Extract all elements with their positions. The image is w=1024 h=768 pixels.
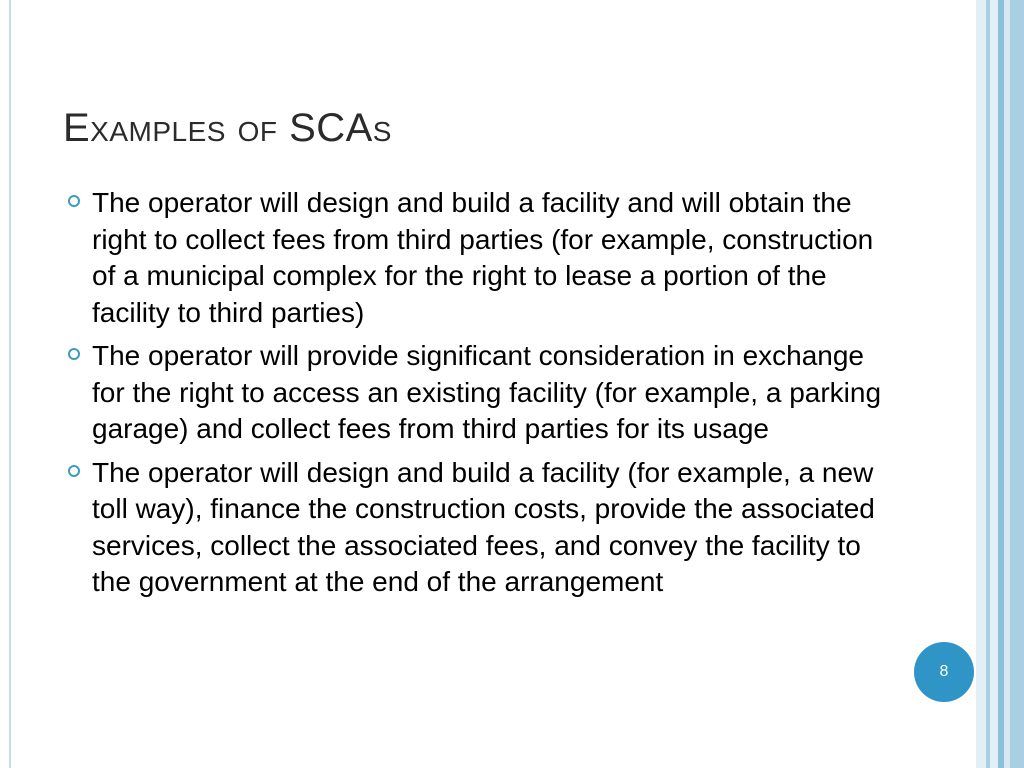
bullet-text: The operator will design and build a facility and will obtain the right to collect fees from third parties (for example, construction of a municipal complex for the right to lease a portion of the facility to third parties): [92, 187, 874, 328]
bullet-text: The operator will design and build a facility (for example, a new toll way), finance the construction costs, provide the associated services, collect the associated fees, and convey the facility to the government at the end of the arrangement: [92, 456, 875, 597]
circle-bullet-icon: [68, 195, 80, 207]
bullet-item: [62, 185, 892, 331]
stripe: [976, 0, 986, 768]
bullet-list: [62, 185, 892, 608]
left-border-line: [9, 0, 11, 768]
decorative-stripes: [976, 0, 1024, 768]
stripe: [1010, 0, 1024, 768]
page-number-badge: [914, 642, 974, 702]
bullet-item: [62, 338, 892, 448]
bullet-item: [62, 455, 892, 601]
circle-bullet-icon: [68, 465, 80, 477]
stripe: [990, 0, 998, 768]
bullet-text: The operator will provide significant consideration in exchange for the right to access an existing facility (for example, a parking garage) and collect fees from third parties for its usage: [92, 340, 882, 444]
page-number: 8: [939, 663, 949, 680]
circle-bullet-icon: [68, 348, 80, 360]
slide-title: Examples of SCAs: [63, 106, 392, 150]
